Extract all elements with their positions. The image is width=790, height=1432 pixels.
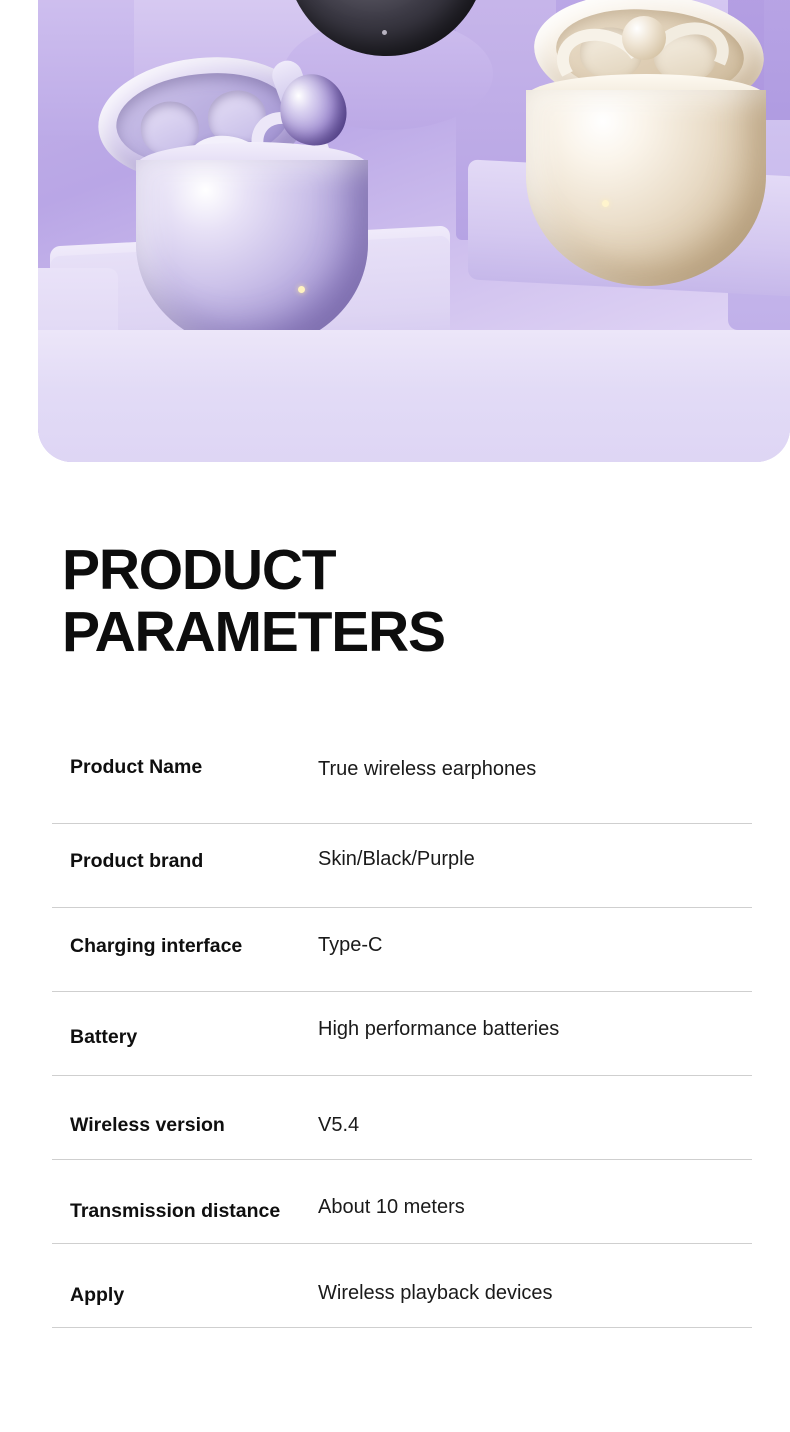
skin-case-led-icon — [602, 200, 609, 207]
spec-value: V5.4 — [318, 1114, 360, 1136]
table-row — [52, 824, 752, 908]
purple-case-led-icon — [298, 286, 305, 293]
hero-product-image — [38, 0, 790, 462]
spec-value: Type-C — [318, 934, 383, 956]
spec-label: Battery — [70, 1026, 138, 1048]
spec-label: Apply — [70, 1284, 125, 1306]
spec-value: High performance batteries — [318, 1018, 560, 1040]
table-row — [52, 740, 752, 824]
table-row — [52, 1244, 752, 1328]
spec-label: Transmission distance — [70, 1200, 281, 1222]
spec-label: Charging interface — [70, 935, 243, 957]
table-row — [52, 992, 752, 1076]
spec-label: Product brand — [70, 850, 204, 872]
purple-charging-case — [98, 42, 398, 302]
page-title-line-1: PRODUCT — [62, 538, 336, 602]
spec-value: Skin/Black/Purple — [318, 848, 475, 870]
page-title-line-2: PARAMETERS — [62, 599, 445, 664]
table-row — [52, 1076, 752, 1160]
spec-label: Product Name — [70, 756, 203, 778]
page-title — [62, 540, 742, 663]
spec-value: Wireless playback devices — [318, 1282, 553, 1304]
spec-value: About 10 meters — [318, 1196, 465, 1218]
skin-charging-case — [506, 0, 790, 244]
spec-value: True wireless earphones — [318, 758, 537, 780]
table-row — [52, 1160, 752, 1244]
skin-earbud-driver — [622, 16, 666, 60]
table-row — [52, 908, 752, 992]
pedestal-slab-bottom — [38, 330, 790, 462]
spec-label: Wireless version — [70, 1114, 225, 1136]
black-case-led-icon — [382, 30, 387, 35]
product-parameters-table — [52, 740, 752, 1328]
